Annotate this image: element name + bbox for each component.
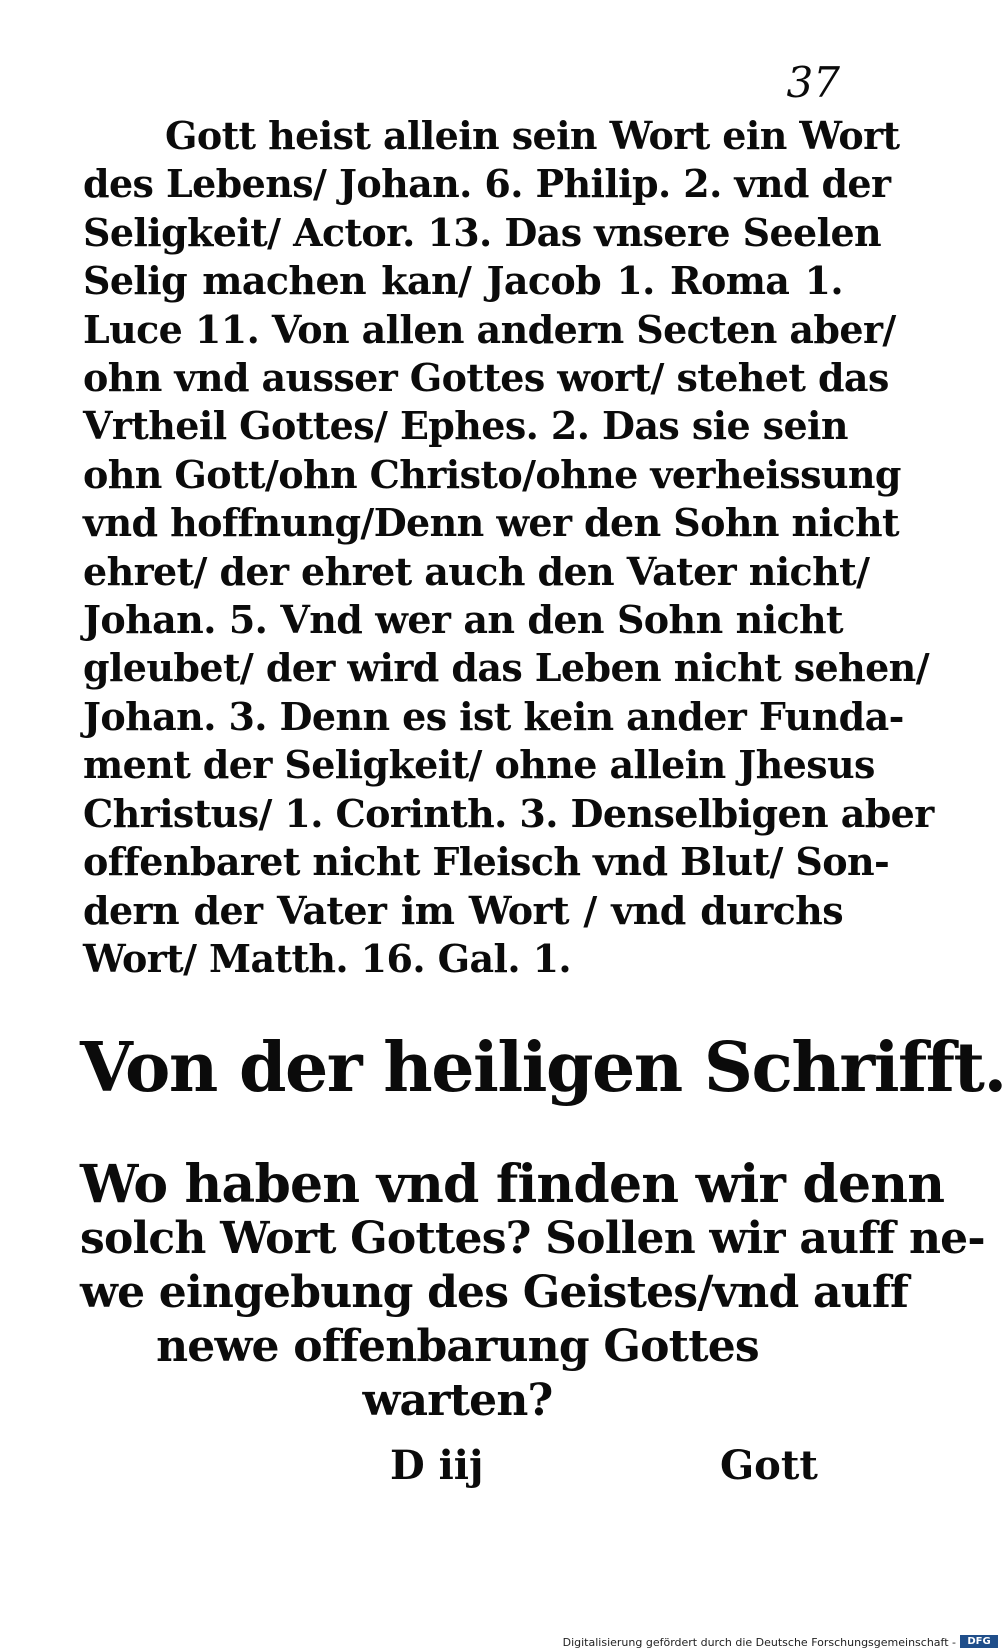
section-heading: Von der heiligen Schrifft. xyxy=(80,1028,1006,1108)
text-line: vnd hoffnung/Denn wer den Sohn nicht xyxy=(83,500,899,546)
text-line: Vrtheil Gottes/ Ephes. 2. Das sie sein xyxy=(83,403,848,449)
text-line: Gott heist allein sein Wort ein Wort xyxy=(165,113,900,158)
question-line: solch Wort Gottes? Sollen wir auff ne- xyxy=(80,1213,985,1264)
signature-mark: D iij xyxy=(390,1442,484,1489)
question-line: warten? xyxy=(362,1375,553,1426)
text-line: Luce 11. Von allen andern Secten aber/ xyxy=(83,306,896,352)
text-line: Selig machen kan/ Jacob 1. Roma 1. xyxy=(83,258,843,304)
page-number: 37 xyxy=(786,58,840,107)
text-line: ohn Gott/ohn Christo/ohne verheissung xyxy=(83,451,901,497)
question-line: we eingebung des Geistes/vnd auff xyxy=(80,1267,909,1318)
text-line: Wort/ Matth. 16. Gal. 1. xyxy=(83,935,572,981)
question-line: newe offenbarung Gottes xyxy=(156,1321,759,1372)
funding-credit: Digitalisierung gefördert durch die Deutsche Forschungsgemeinschaft - xyxy=(562,1636,956,1649)
text-line: Christus/ 1. Corinth. 3. Denselbigen aber xyxy=(83,790,934,836)
text-line: offenbaret nicht Fleisch vnd Blut/ Son- xyxy=(83,839,890,885)
text-line: ehret/ der ehret auch den Vater nicht/ xyxy=(83,548,870,594)
text-line: Johan. 5. Vnd wer an den Sohn nicht xyxy=(83,597,843,643)
text-line: Johan. 3. Denn es ist kein ander Funda- xyxy=(83,693,904,739)
text-line: ohn vnd ausser Gottes wort/ stehet das xyxy=(83,355,889,401)
text-line: des Lebens/ Johan. 6. Philip. 2. vnd der xyxy=(83,161,891,207)
text-line: gleubet/ der wird das Leben nicht sehen/ xyxy=(83,645,929,691)
page-foot xyxy=(0,1442,1000,1492)
text-line: ment der Seligkeit/ ohne allein Jhesus xyxy=(83,742,875,788)
body-text xyxy=(83,112,934,983)
dfg-logo: DFG xyxy=(960,1635,998,1648)
digitization-footer xyxy=(0,1634,1000,1650)
question-block xyxy=(80,1154,985,1428)
text-line: Seligkeit/ Actor. 13. Das vnsere Seelen xyxy=(83,209,882,255)
catchword: Gott xyxy=(720,1442,818,1489)
text-line: dern der Vater im Wort / vnd durchs xyxy=(83,887,843,933)
question-line: Wo haben vnd finden wir denn xyxy=(80,1154,945,1215)
